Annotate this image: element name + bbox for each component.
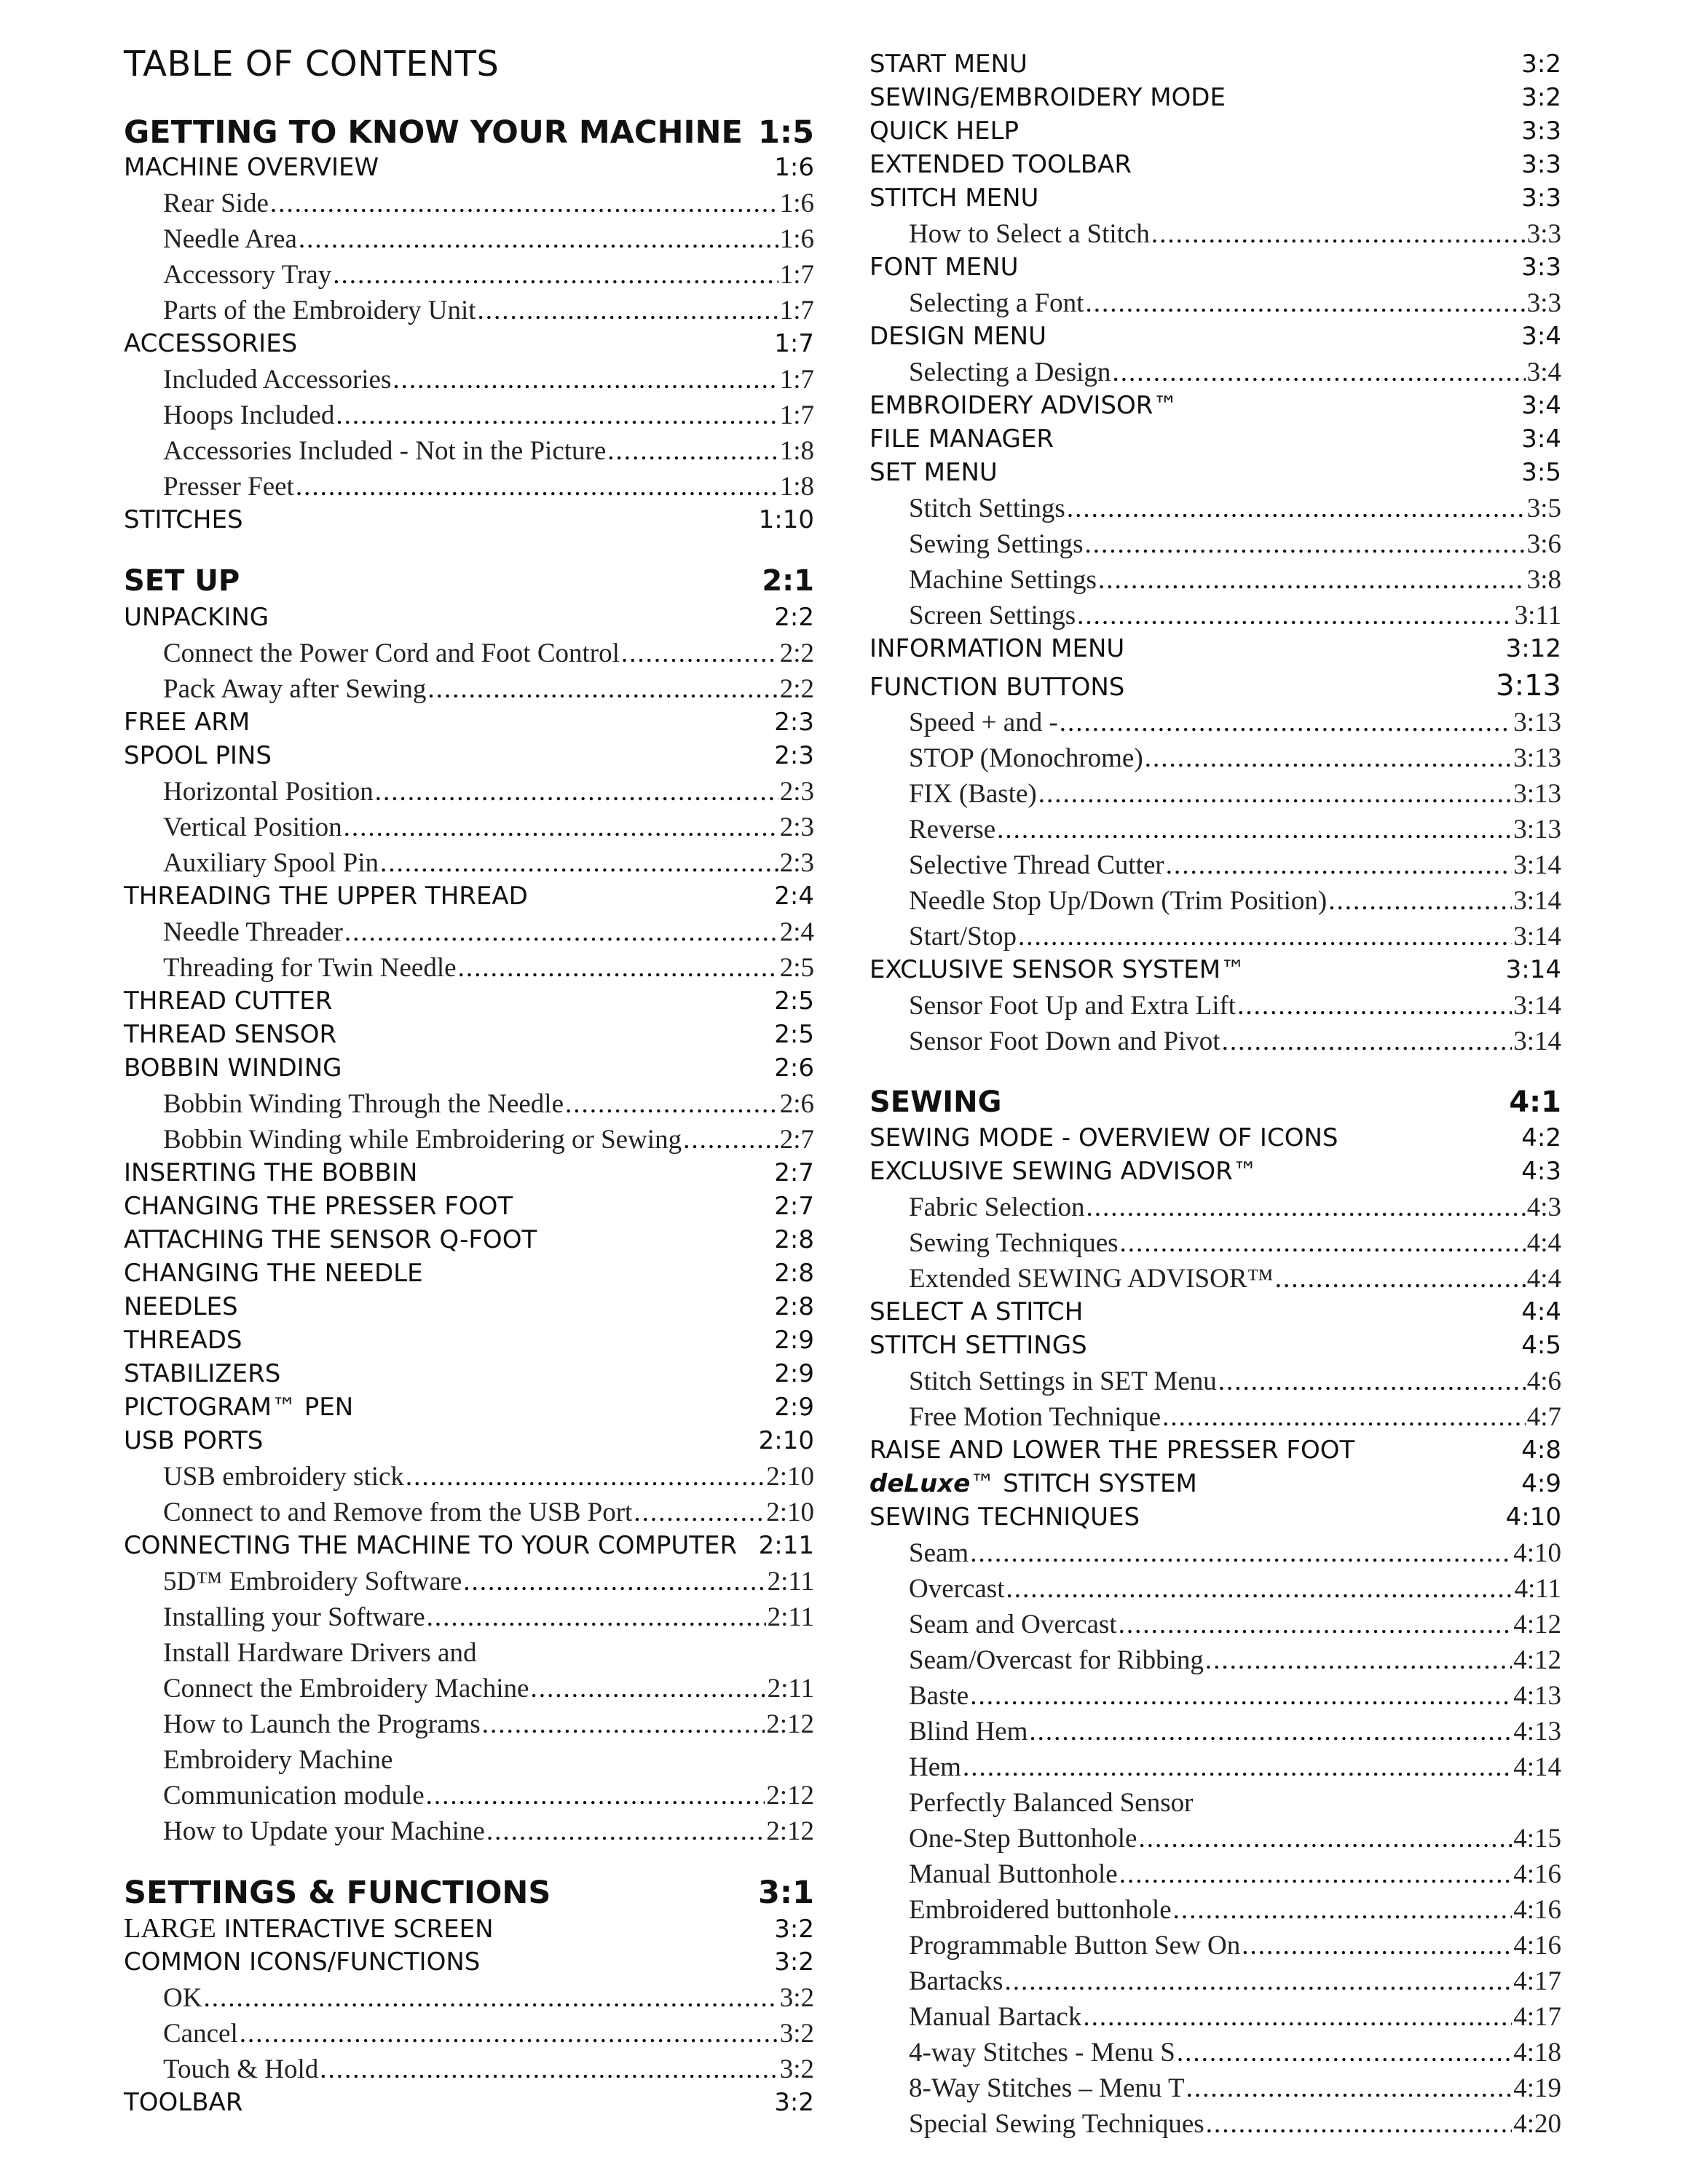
leader-dots [375,774,778,810]
toc-entry[interactable]: FIX (Baste) ..... 3:13 [869,776,1561,812]
toc-entry[interactable]: How to Update your Machine ..... 2:12 [124,1813,814,1849]
toc-entry[interactable]: EXCLUSIVE SEWING ADVISOR™ 4:3 [869,1157,1561,1186]
leader-dots [1098,562,1526,598]
toc-entry[interactable]: EXTENDED TOOLBAR 3:3 [869,150,1561,179]
toc-entry[interactable]: PICTOGRAM™ PEN 2:9 [124,1393,814,1422]
leader-dots [463,1564,765,1599]
toc-entry[interactable]: EMBROIDERY ADVISOR™ 3:4 [869,391,1561,420]
toc-entry[interactable]: UNPACKING 2:2 [124,603,814,632]
leader-dots [634,1495,765,1530]
leader-dots [427,1599,766,1635]
toc-entry[interactable]: How to Launch the Programs ..... 2:12 [124,1706,814,1742]
toc-entry[interactable]: Touch & Hold ..... 3:2 [124,2052,814,2087]
leader-dots [203,1980,778,2016]
leader-dots [406,1459,765,1495]
leader-dots [530,1671,765,1706]
leader-dots [1083,1999,1512,2035]
toc-entry[interactable]: USB PORTS 2:10 [124,1426,814,1455]
leader-dots [1275,1261,1526,1297]
toc-entry[interactable]: LARGE INTERACTIVE SCREEN 3:2 [124,1913,814,1944]
toc-entry[interactable]: Start/Stop ..... 3:14 [869,919,1561,954]
leader-dots [1006,1571,1513,1607]
leader-dots [1004,1963,1512,1999]
toc-entry[interactable]: SEWING/EMBROIDERY MODE 3:2 [869,83,1561,112]
toc-entry[interactable]: THREAD CUTTER 2:5 [124,986,814,1016]
toc-entry[interactable]: Hem ..... 4:14 [869,1749,1561,1785]
toc-entry[interactable]: THREADING THE UPPER THREAD 2:4 [124,882,814,911]
toc-entry[interactable]: FREE ARM 2:3 [124,708,814,737]
toc-entry[interactable]: NEEDLES 2:8 [124,1292,814,1321]
toc-entry[interactable]: Selecting a Design ..... 3:4 [869,355,1561,390]
leader-dots [320,2052,778,2087]
leader-dots [1205,1642,1512,1678]
leader-dots [380,845,778,881]
leader-dots [1328,883,1512,919]
toc-entry[interactable]: FUNCTION BUTTONS 3:13 [869,669,1561,703]
leader-dots [1186,2070,1513,2106]
toc-entry[interactable]: Seam ..... 4:10 [869,1535,1561,1571]
leader-dots [1038,776,1513,812]
leader-dots [1119,1856,1513,1892]
toc-entry[interactable]: QUICK HELP 3:3 [869,116,1561,146]
leader-dots [1067,491,1526,526]
leader-dots [1162,1399,1526,1435]
leader-dots [1173,1892,1513,1928]
toc-entry[interactable]: FILE MANAGER 3:4 [869,424,1561,454]
leader-dots [393,362,778,397]
leader-dots [1145,740,1513,776]
toc-entry[interactable]: Reverse ..... 3:13 [869,812,1561,847]
leader-dots [333,257,778,293]
leader-dots [963,1749,1512,1785]
toc-entry[interactable]: Bartacks ..... 4:17 [869,1963,1561,1999]
toc-entry[interactable]: STITCH MENU 3:3 [869,183,1561,213]
leader-dots [427,671,778,707]
toc-entry[interactable]: Embroidery Machine [163,1745,393,1775]
toc-entry[interactable]: Bobbin Winding while Embroidering or Sewing ..... 2:7 [124,1122,814,1158]
leader-dots [565,1086,778,1122]
toc-entry[interactable]: Parts of the Embroidery Unit ..... 1:7 [124,293,814,328]
leader-dots [336,397,778,433]
toc-entry[interactable]: Sensor Foot Up and Extra Lift ..... 3:14 [869,988,1561,1024]
leader-dots [1018,919,1512,954]
leader-dots [1119,1607,1513,1642]
leader-dots [270,186,778,221]
leader-dots [426,1778,765,1813]
toc-entry[interactable]: Stitch Settings ..... 3:5 [869,491,1561,526]
leader-dots [1222,1024,1513,1059]
toc-entry[interactable]: How to Select a Stitch ..... 3:3 [869,216,1561,252]
toc-entry[interactable]: Baste ..... 4:13 [869,1678,1561,1714]
toc-entry[interactable]: Accessory Tray ..... 1:7 [124,257,814,293]
leader-dots [344,914,778,950]
leader-dots [1029,1714,1512,1749]
leader-dots [1151,216,1526,252]
toc-entry[interactable]: Selective Thread Cutter ..... 3:14 [869,847,1561,883]
leader-dots [1206,2106,1513,2142]
leader-dots [296,469,778,505]
toc-entry[interactable]: Install Hardware Drivers and [163,1638,477,1668]
toc-entry[interactable]: CHANGING THE NEEDLE 2:8 [124,1259,814,1288]
toc-entry[interactable]: BOBBIN WINDING 2:6 [124,1053,814,1083]
toc-entry[interactable]: THREAD SENSOR 2:5 [124,1020,814,1049]
toc-entry[interactable]: Connect to and Remove from the USB Port ..... 2:10 [124,1495,814,1530]
toc-entry[interactable]: STITCH SETTINGS 4:5 [869,1331,1561,1360]
toc-entry[interactable]: Stitch Settings in SET Menu ..... 4:6 [869,1364,1561,1399]
toc-entry[interactable]: 5D™ Embroidery Software ..... 2:11 [124,1564,814,1599]
toc-entry[interactable]: Manual Buttonhole ..... 4:16 [869,1856,1561,1892]
toc-entry[interactable]: Connect the Power Cord and Foot Control ..... 2:2 [124,636,814,671]
toc-entry[interactable]: Vertical Position ..... 2:3 [124,810,814,845]
leader-dots [683,1122,778,1158]
toc-entry[interactable]: Bobbin Winding Through the Needle ..... 2:6 [124,1086,814,1122]
toc-entry[interactable]: Horizontal Position ..... 2:3 [124,774,814,810]
toc-entry[interactable]: Selecting a Font ..... 3:3 [869,285,1561,321]
toc-entry[interactable]: Free Motion Technique ..... 4:7 [869,1399,1561,1435]
leader-dots [240,2016,778,2052]
toc-entry[interactable]: Rear Side ..... 1:6 [124,186,814,221]
toc-entry[interactable]: EXCLUSIVE SENSOR SYSTEM™ 3:14 [869,955,1561,984]
toc-entry[interactable]: USB embroidery stick ..... 2:10 [124,1459,814,1495]
toc-entry[interactable]: Presser Feet ..... 1:8 [124,469,814,505]
toc-entry[interactable]: Needle Area ..... 1:6 [124,221,814,257]
toc-entry[interactable]: COMMON ICONS/FUNCTIONS 3:2 [124,1947,814,1977]
leader-dots [344,810,778,845]
toc-entry[interactable]: FONT MENU 3:3 [869,253,1561,282]
leader-dots [997,812,1512,847]
toc-section-getting-to-know[interactable]: GETTING TO KNOW YOUR MACHINE 1:5 [124,114,814,151]
leader-dots [1242,1928,1512,1963]
toc-entry[interactable]: INSERTING THE BOBBIN 2:7 [124,1158,814,1187]
toc-entry[interactable]: Communication module ..... 2:12 [124,1778,814,1813]
toc-entry[interactable]: Sensor Foot Down and Pivot ..... 3:14 [869,1024,1561,1059]
toc-entry[interactable]: Machine Settings ..... 3:8 [869,562,1561,598]
leader-dots [1112,355,1525,390]
leader-dots [1166,847,1513,883]
toc-entry[interactable]: Installing your Software ..... 2:11 [124,1599,814,1635]
toc-entry[interactable]: Special Sewing Techniques ..... 4:20 [869,2106,1561,2142]
toc-entry[interactable]: STITCHES 1:10 [124,505,814,534]
leader-dots [1138,1821,1512,1856]
toc-entry[interactable]: Embroidered buttonhole ..... 4:16 [869,1892,1561,1928]
leader-dots [1060,705,1512,740]
toc-entry[interactable]: TOOLBAR 3:2 [124,2088,814,2117]
toc-entry[interactable]: Needle Threader ..... 2:4 [124,914,814,950]
toc-entry[interactable]: Needle Stop Up/Down (Trim Position) ..... 3:14 [869,883,1561,919]
toc-entry[interactable]: deLuxe™ STITCH SYSTEM 4:9 [869,1469,1561,1498]
toc-entry[interactable]: Perfectly Balanced Sensor [909,1788,1194,1818]
leader-dots [1086,1190,1525,1225]
leader-dots [1218,1364,1526,1399]
toc-entry[interactable]: Screen Settings ..... 3:11 [869,598,1561,633]
toc-entry[interactable]: THREADS 2:9 [124,1326,814,1355]
toc-entry[interactable]: 4-way Stitches - Menu S ..... 4:18 [869,2035,1561,2070]
toc-entry[interactable]: DESIGN MENU 3:4 [869,322,1561,351]
toc-entry[interactable]: Sewing Settings ..... 3:6 [869,526,1561,562]
toc-entry[interactable]: One-Step Buttonhole ..... 4:15 [869,1821,1561,1856]
leader-dots [482,1706,765,1742]
toc-entry[interactable]: SPOOL PINS 2:3 [124,741,814,770]
leader-dots [970,1678,1512,1714]
toc-entry[interactable]: Extended SEWING ADVISOR™ ..... 4:4 [869,1261,1561,1297]
leader-dots [1237,988,1512,1024]
toc-entry[interactable]: OK ..... 3:2 [124,1980,814,2016]
toc-entry[interactable]: Speed + and - ..... 3:13 [869,705,1561,740]
leader-dots [458,950,778,986]
toc-entry[interactable]: Accessories Included - Not in the Picture ..... 1:8 [124,433,814,469]
toc-entry[interactable]: Hoops Included ..... 1:7 [124,397,814,433]
toc-entry[interactable]: SEWING MODE - OVERVIEW OF ICONS 4:2 [869,1123,1561,1152]
toc-entry[interactable]: Sewing Techniques ..... 4:4 [869,1225,1561,1261]
toc-section-settings-functions[interactable]: SETTINGS & FUNCTIONS 3:1 [124,1875,814,1911]
toc-entry[interactable]: CHANGING THE PRESSER FOOT 2:7 [124,1192,814,1221]
leader-dots [1077,598,1513,633]
toc-entry[interactable]: Fabric Selection ..... 4:3 [869,1190,1561,1225]
toc-entry[interactable]: Connect the Embroidery Machine ..... 2:11 [124,1671,814,1706]
toc-entry[interactable]: Manual Bartack ..... 4:17 [869,1999,1561,2035]
toc-entry[interactable]: Seam and Overcast ..... 4:12 [869,1607,1561,1642]
leader-dots [607,433,778,469]
leader-dots [478,293,778,328]
toc-entry[interactable]: START MENU 3:2 [869,50,1561,79]
toc-entry[interactable]: SEWING TECHNIQUES 4:10 [869,1503,1561,1532]
toc-entry[interactable]: Blind Hem ..... 4:13 [869,1714,1561,1749]
toc-entry[interactable]: STABILIZERS 2:9 [124,1359,814,1388]
toc-entry[interactable]: INFORMATION MENU 3:12 [869,634,1561,663]
toc-entry[interactable]: ATTACHING THE SENSOR Q-FOOT 2:8 [124,1225,814,1254]
page-title: TABLE OF CONTENTS [124,44,500,84]
toc-entry[interactable]: MACHINE OVERVIEW 1:6 [124,153,814,182]
toc-entry[interactable]: STOP (Monochrome) ..... 3:13 [869,740,1561,776]
toc-entry[interactable]: Seam/Overcast for Ribbing ..... 4:12 [869,1642,1561,1678]
leader-dots [1120,1225,1526,1261]
toc-entry[interactable]: Cancel ..... 3:2 [124,2016,814,2052]
leader-dots [970,1535,1512,1571]
toc-section-set-up[interactable]: SET UP 2:1 [124,564,814,598]
leader-dots [1177,2035,1512,2070]
toc-entry[interactable]: ACCESSORIES 1:7 [124,329,814,358]
toc-entry[interactable]: Overcast ..... 4:11 [869,1571,1561,1607]
toc-entry[interactable]: CONNECTING THE MACHINE TO YOUR COMPUTER 2:11 [124,1531,814,1560]
toc-entry[interactable]: Auxiliary Spool Pin ..... 2:3 [124,845,814,881]
toc-section-sewing[interactable]: SEWING 4:1 [869,1085,1561,1119]
toc-entry[interactable]: SET MENU 3:5 [869,458,1561,487]
leader-dots [621,636,778,671]
toc-entry[interactable]: Threading for Twin Needle ..... 2:5 [124,950,814,986]
leader-dots [1085,285,1525,321]
toc-entry[interactable]: Programmable Button Sew On ..... 4:16 [869,1928,1561,1963]
toc-entry[interactable]: SELECT A STITCH 4:4 [869,1297,1561,1326]
toc-entry[interactable]: Included Accessories ..... 1:7 [124,362,814,397]
toc-entry[interactable]: Pack Away after Sewing ..... 2:2 [124,671,814,707]
leader-dots [1085,526,1526,562]
toc-entry[interactable]: RAISE AND LOWER THE PRESSER FOOT 4:8 [869,1436,1561,1465]
leader-dots [486,1813,765,1849]
toc-entry[interactable]: 8-Way Stitches – Menu T ..... 4:19 [869,2070,1561,2106]
leader-dots [299,221,778,257]
